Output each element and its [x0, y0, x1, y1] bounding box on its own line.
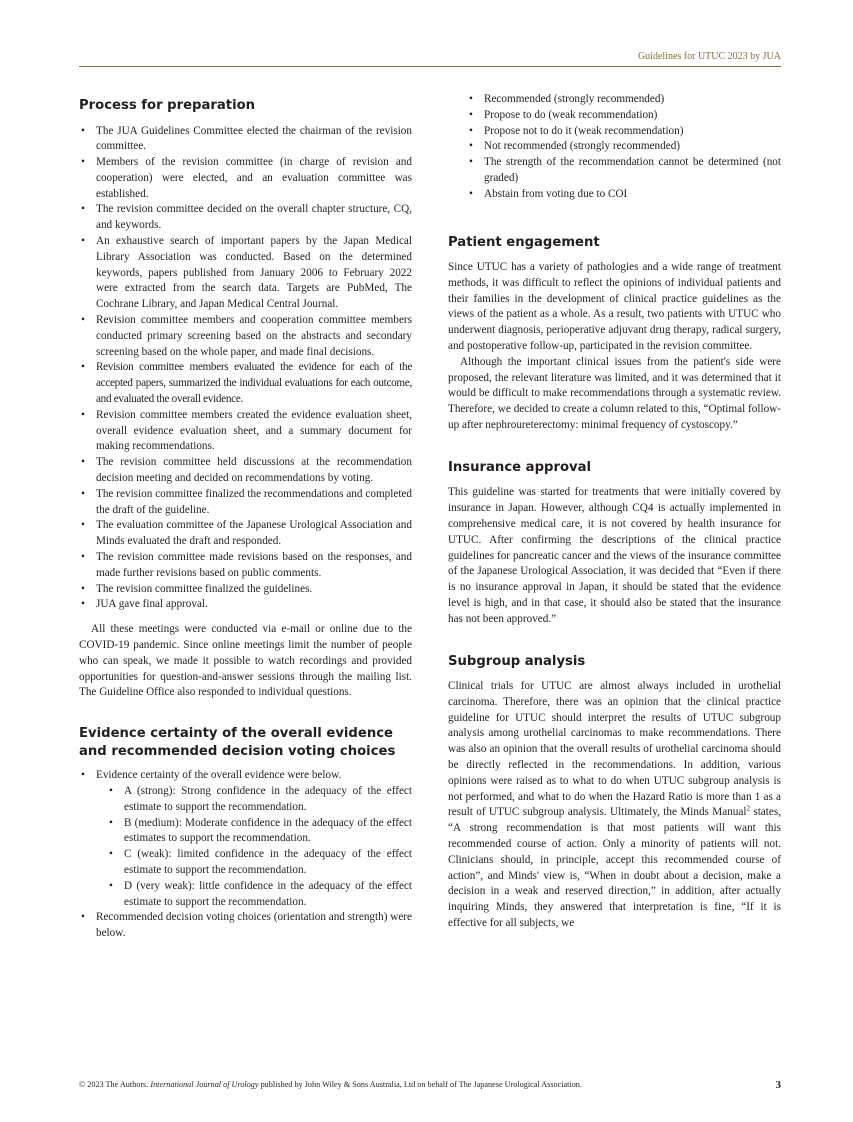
footer: [79, 1080, 781, 1089]
heading-evidence: Evidence certainty of the overall evidence and recommended decision voting choices: [79, 726, 396, 759]
list-item: • The JUA Guidelines Committee elected the chairman of the revision committee.: [79, 124, 412, 156]
process-list: [79, 124, 412, 614]
heading-insurance: Insurance approval: [448, 459, 592, 475]
list-item: • The revision committee made revisions based on the responses, and made further revisions based on public comments.: [79, 550, 412, 582]
evidence-level-c: • C (weak): limited confidence in the adequacy of the effect estimate to support the recommendation.: [103, 847, 412, 879]
list-item: • Revision committee members evaluated the evidence for each of the accepted papers, summarized the individual evaluations for each outcome, and evaluated the overall evidence.: [79, 360, 412, 407]
copyright-suffix: published by John Wiley & Sons Australia, Ltd on behalf of The Japanese Urological Association.: [258, 1080, 582, 1089]
evidence-level-d: • D (very weak): little confidence in the adequacy of the effect estimate to support the recommendation.: [103, 879, 412, 911]
voting-choice: • Recommended (strongly recommended): [463, 92, 781, 108]
subgroup-text-b: states, “A strong recommendation is that most patients will want this recommended course of action. Only a minority of patients will not. Clinicians should, in principle, accept this recommended course of action”, and Minds' view is, “When in doubt about a decision, make a decision in a weak and reserved direction,” in addition, after actually inquiring Minds, they answered that interpretation is fine, “If it is effective for all subjects, we: [448, 806, 781, 929]
heading-subgroup: Subgroup analysis: [448, 653, 586, 669]
list-item: • The revision committee finalized the recommendations and completed the draft of the guideline.: [79, 487, 412, 519]
evidence-level-b: • B (medium): Moderate confidence in the adequacy of the effect estimates to support the recommendation.: [103, 816, 412, 848]
evidence-intro: Evidence certainty of the overall evidence were below.: [96, 769, 342, 782]
page-number: 3: [775, 1079, 781, 1091]
running-head: Guidelines for UTUC 2023 by JUA: [637, 51, 781, 62]
voting-choice: • Propose not to do it (weak recommendation): [463, 124, 781, 140]
heading-process: Process for preparation: [79, 98, 256, 113]
list-item: • Revision committee members and cooperation committee members conducted primary screening based on the abstracts and secondary screening based on the whole paper, and made final decisions.: [79, 313, 412, 360]
list-item: • Members of the revision committee (in charge of revision and cooperation) were elected, and an evaluation committee was established.: [79, 155, 412, 202]
patient-paragraph-2: Although the important clinical issues from the patient's side were proposed, the relevant literature was limited, and it was determined that it would be difficult to make recommendations through a systematic review. Therefore, we decided to create a column related to this, “Optimal follow-up after nephroureterectomy: minimal frequency of cystoscopy.”: [448, 355, 781, 432]
evidence-level-a: • A (strong): Strong confidence in the adequacy of the effect estimate to support the recommendation.: [103, 784, 412, 816]
right-column: [448, 92, 781, 932]
list-item: • The evaluation committee of the Japanese Urological Association and Minds evaluated the draft and responded.: [79, 518, 412, 550]
voting-choice: • Not recommended (strongly recommended): [463, 139, 781, 155]
list-item: • The revision committee held discussions at the recommendation decision meeting and decided on recommendations by voting.: [79, 455, 412, 487]
list-item: • Recommended decision voting choices (orientation and strength) were below.: [79, 910, 412, 942]
list-item: • The revision committee decided on the overall chapter structure, CQ, and keywords.: [79, 202, 412, 234]
left-column: [79, 92, 412, 942]
header-rule: [79, 66, 781, 67]
heading-patient: Patient engagement: [448, 234, 600, 250]
voting-choice: • The strength of the recommendation cannot be determined (not graded): [463, 155, 781, 187]
voting-choice: • Propose to do (weak recommendation): [463, 108, 781, 124]
subgroup-paragraph: [448, 679, 781, 932]
subgroup-text-a: Clinical trials for UTUC are almost always included in urothelial carcinoma. Therefore, there was an opinion that the clinical practice guideline for UTUC should interpret the results of UTUC subgroup analysis among urothelial carcinomas to make recommendations. There was also an opinion that the overall results of urothelial carcinoma should be directly reflected in the recommendations. In addition, various opinions were raised as to what to do when UTUC subgroup analysis is not performed, and what to do when the Hazard Ratio is more than 1 as a result of UTUC subgroup analysis. Ultimately, the Minds Manual: [448, 680, 781, 819]
evidence-levels: [96, 784, 412, 910]
reference-superscript: 2: [746, 804, 750, 813]
insurance-paragraph: This guideline was started for treatments that were initially covered by insurance in Japan. However, although CQ4 is actually implemented in comprehensive medical care, it is not covered by health insurance for UTUC. After confirming the descriptions of the clinical practice guidelines for pancreatic cancer and the views of the insurance committee of the Japanese Urological Association, it was decided that “Even if there is no insurance approval in Japan, it should be stated that the evidence level is high, and in that case, it should also be stated that the insurance has not been approved.”: [448, 486, 781, 625]
evidence-list: [79, 768, 412, 942]
journal-name: International Journal of Urology: [150, 1080, 259, 1089]
list-item: • An exhaustive search of important papers by the Japan Medical Library Association was conducted. Based on the determined keywords, papers published from January 2006 to February 2022 were extracted from the search data. Targets are PubMed, The Cochrane Library, and Japan Medical Central Journal.: [79, 234, 412, 313]
voting-choice: • Abstain from voting due to COI: [463, 187, 781, 203]
list-item: • JUA gave final approval.: [79, 597, 412, 613]
patient-paragraph-1: Since UTUC has a variety of pathologies and a wide range of treatment methods, it was difficult to reflect the opinions of individual patients and their families in the development of clinical practice guidelines as the views of the patient as a whole. As a result, two patients with UTUC who underwent diagnosis, perioperative adjuvant drug therapy, radical surgery, and postoperative follow-up, participated in the revision committee.: [448, 261, 781, 353]
voting-choices: [456, 92, 781, 203]
process-paragraph: All these meetings were conducted via e-mail or online due to the COVID-19 pandemic. Since online meetings limit the number of people who can speak, we made it possible to watch recordings and provided opportunities for question-and-answer sessions through the mailing list. The Guideline Office also responded to individual questions.: [79, 623, 412, 699]
list-item: [79, 768, 412, 910]
copyright-prefix: © 2023 The Authors.: [79, 1080, 151, 1089]
list-item: • The revision committee finalized the guidelines.: [79, 582, 412, 598]
list-item: • Revision committee members created the evidence evaluation sheet, overall evidence evaluation sheet, and a summary document for making recommendations.: [79, 408, 412, 455]
